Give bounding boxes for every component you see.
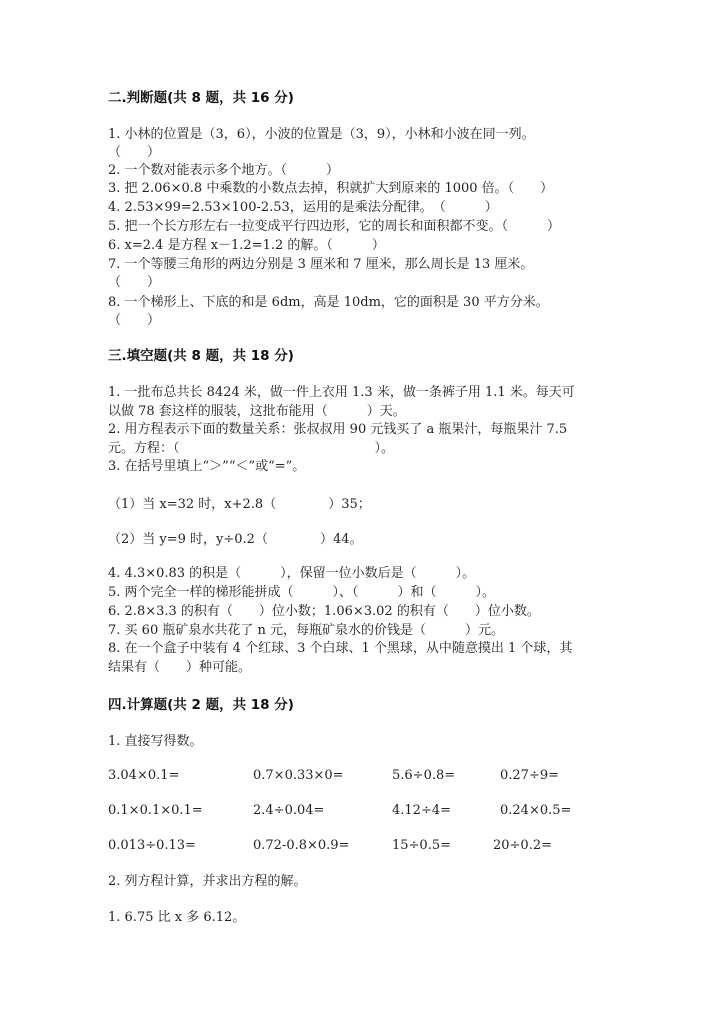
calc-item: 3.04×0.1= [108,768,180,783]
question-line: 2. 列方程计算，并求出方程的解。 [108,874,307,889]
calc-item: 0.72-0.8×0.9= [253,838,350,853]
question-line: 6. 2.8×3.3 的积有（ ）位小数；1.06×3.02 的积有（ ）位小数。 [108,604,540,619]
question-line: （1）当 x=32 时，x+2.8（ ）35； [108,497,371,512]
question-line: 结果有（ ）种可能。 [108,660,252,675]
question-line: 4. 2.53×99=2.53×100-2.53，运用的是乘法分配律。 （ ） [108,200,498,215]
calc-item: 4.12÷4= [392,803,452,818]
answer-blank[interactable]: （ ） [108,313,161,328]
section-title: 三.填空题(共 8 题，共 18 分) [108,348,294,364]
section-title: 二.判断题(共 8 题，共 16 分) [108,90,294,106]
calc-item: 15÷0.5= [392,838,452,853]
question-line: 1. 小林的位置是（3，6），小波的位置是（3，9），小林和小波在同一列。 [108,127,535,142]
question-line: 7. 一个等腰三角形的两边分别是 3 厘米和 7 厘米，那么周长是 13 厘米。 [108,257,534,272]
calc-item: 0.013÷0.13= [108,838,196,853]
answer-blank[interactable]: （ ） [108,275,161,290]
question-line: 2. 用方程表示下面的数量关系：张叔叔用 90 元钱买了 a 瓶果汁，每瓶果汁 7.5 [108,422,568,437]
calc-item: 2.4÷0.04= [253,803,325,818]
question-line: 元。方程：（ ）。 [108,441,395,456]
question-line: 1. 6.75 比 x 多 6.12。 [108,910,246,925]
question-line: 以做 78 套这样的服装，这批布能用（ ）天。 [108,404,406,419]
question-line: 8. 一个梯形上、下底的和是 6dm，高是 10dm，它的面积是 30 平方分米。 [108,295,549,310]
calc-item: 0.7×0.33×0= [253,768,344,783]
question-line: 1. 一批布总共长 8424 米，做一件上衣用 1.3 米，做一条裤子用 1.1 米。每天可 [108,385,575,400]
answer-blank[interactable]: （ ） [108,145,161,160]
question-line: 1. 直接写得数。 [108,734,203,749]
calc-item: 0.1×0.1×0.1= [108,803,203,818]
question-line: 3. 把 2.06×0.8 中乘数的小数点去掉，积就扩大到原来的 1000 倍。（ ） [108,181,554,196]
calc-item: 0.24×0.5= [500,803,572,818]
section-title: 四.计算题(共 2 题，共 18 分) [108,697,294,713]
question-line: 3. 在括号里填上“＞”“＜”或“=”。 [108,459,306,474]
question-line: 8. 在一个盒子中装有 4 个红球、3 个白球、1 个黑球，从中随意摸出 1 个球，其 [108,641,573,656]
calc-item: 5.6÷0.8= [392,768,456,783]
question-line: 5. 把一个长方形左右一拉变成平行四边形，它的周长和面积都不变。（ ） [108,219,561,234]
question-line: 6. x=2.4 是方程 x－1.2=1.2 的解。（ ） [108,238,385,253]
calc-item: 0.27÷9= [500,768,560,783]
question-line: （2）当 y=9 时，y÷0.2（ ）44。 [108,532,363,547]
question-line: 5. 两个完全一样的梯形能拼成（ ）、（ ）和（ ）。 [108,585,496,600]
question-line: 4. 4.3×0.83 的积是（ ），保留一位小数后是（ ）。 [108,566,476,581]
question-line: 2. 一个数对能表示多个地方。（ ） [108,163,340,178]
question-line: 7. 买 60 瓶矿泉水共花了 n 元，每瓶矿泉水的价钱是（ ）元。 [108,623,504,638]
calc-item: 20÷0.2= [493,838,553,853]
